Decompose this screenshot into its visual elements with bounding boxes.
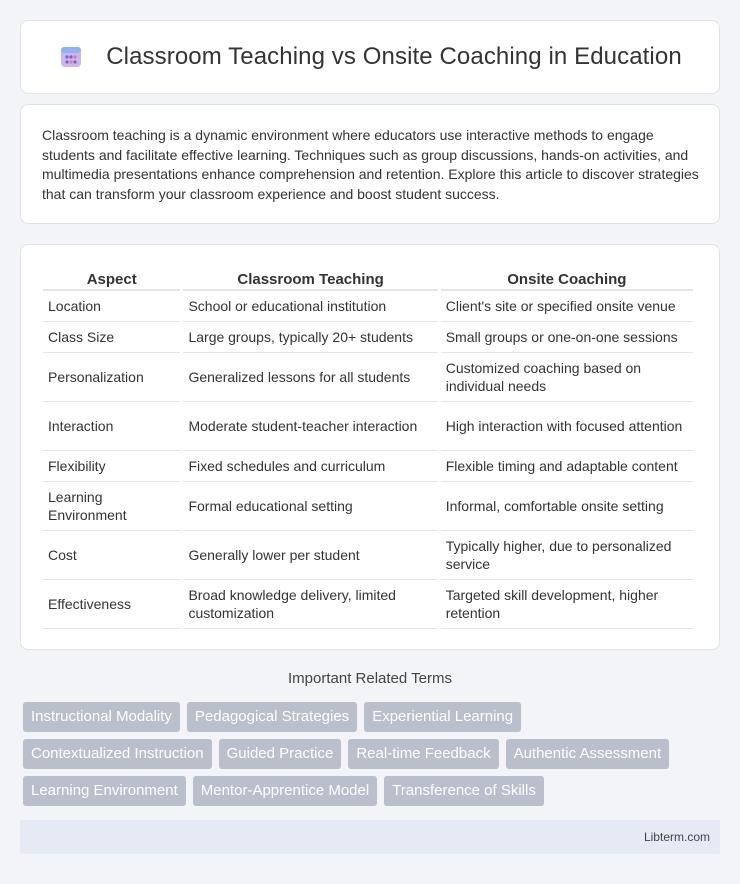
footer [20,820,720,854]
table-row [43,291,693,322]
header-card [20,20,720,94]
related-term-tag[interactable]: Instructional Modality [23,702,180,732]
comparison-table-card [20,244,720,650]
related-term-tag[interactable]: Mentor-Apprentice Model [193,776,377,806]
table-cell: School or educational institution [183,291,437,322]
table-cell: Fixed schedules and curriculum [183,451,437,482]
table-cell: Targeted skill development, higher retention [441,580,693,629]
table-row [43,353,693,402]
column-header: Onsite Coaching [441,266,693,291]
table-cell: Flexibility [43,451,180,482]
table-cell: Customized coaching based on individual needs [441,353,693,402]
related-term-tag[interactable]: Real-time Feedback [348,739,498,769]
table-cell: Informal, comfortable onsite setting [441,482,693,531]
related-term-tag[interactable]: Pedagogical Strategies [187,702,357,732]
table-row [43,322,693,353]
table-cell: Flexible timing and adaptable content [441,451,693,482]
related-terms-tags [23,702,723,813]
table-row [43,580,693,629]
intro-card [20,104,720,224]
table-cell: Location [43,291,180,322]
table-cell: Moderate student-teacher interaction [183,402,437,451]
table-row [43,531,693,580]
table-cell: Broad knowledge delivery, limited customization [183,580,437,629]
table-cell: Client's site or specified onsite venue [441,291,693,322]
table-row [43,451,693,482]
column-header: Aspect [43,266,180,291]
table-cell: Typically higher, due to personalized service [441,531,693,580]
table-cell: High interaction with focused attention [441,402,693,451]
related-term-tag[interactable]: Guided Practice [219,739,342,769]
table-cell: Personalization [43,353,180,402]
table-cell: Generalized lessons for all students [183,353,437,402]
table-header-row [43,266,693,291]
related-terms-title: Important Related Terms [288,670,452,687]
related-term-tag[interactable]: Transference of Skills [384,776,544,806]
table-cell: Interaction [43,402,180,451]
related-term-tag[interactable]: Contextualized Instruction [23,739,212,769]
table-cell: Generally lower per student [183,531,437,580]
table-cell: Formal educational setting [183,482,437,531]
abacus-icon [58,44,84,70]
related-term-tag[interactable]: Learning Environment [23,776,186,806]
intro-text: Classroom teaching is a dynamic environment where educators use interactive methods to engage students and facilitate effective learning. Techniques such as group discussions, hands-on activities, and multimedia presentations enhance comprehension and retention. Explore this article to discover strategies that can transform your classroom experience and boost student success. [42,127,699,202]
table-row [43,482,693,531]
column-header: Classroom Teaching [183,266,437,291]
related-term-tag[interactable]: Experiential Learning [364,702,521,732]
table-cell: Cost [43,531,180,580]
table-cell: Learning Environment [43,482,180,531]
footer-site-link[interactable]: Libterm.com [643,830,710,844]
table-cell: Large groups, typically 20+ students [183,322,437,353]
table-cell: Class Size [43,322,180,353]
table-row [43,402,693,451]
table-cell: Small groups or one-on-one sessions [441,322,693,353]
related-term-tag[interactable]: Authentic Assessment [506,739,670,769]
page-title: Classroom Teaching vs Onsite Coaching in Education [106,43,682,70]
table-cell: Effectiveness [43,580,180,629]
comparison-table [40,266,696,629]
